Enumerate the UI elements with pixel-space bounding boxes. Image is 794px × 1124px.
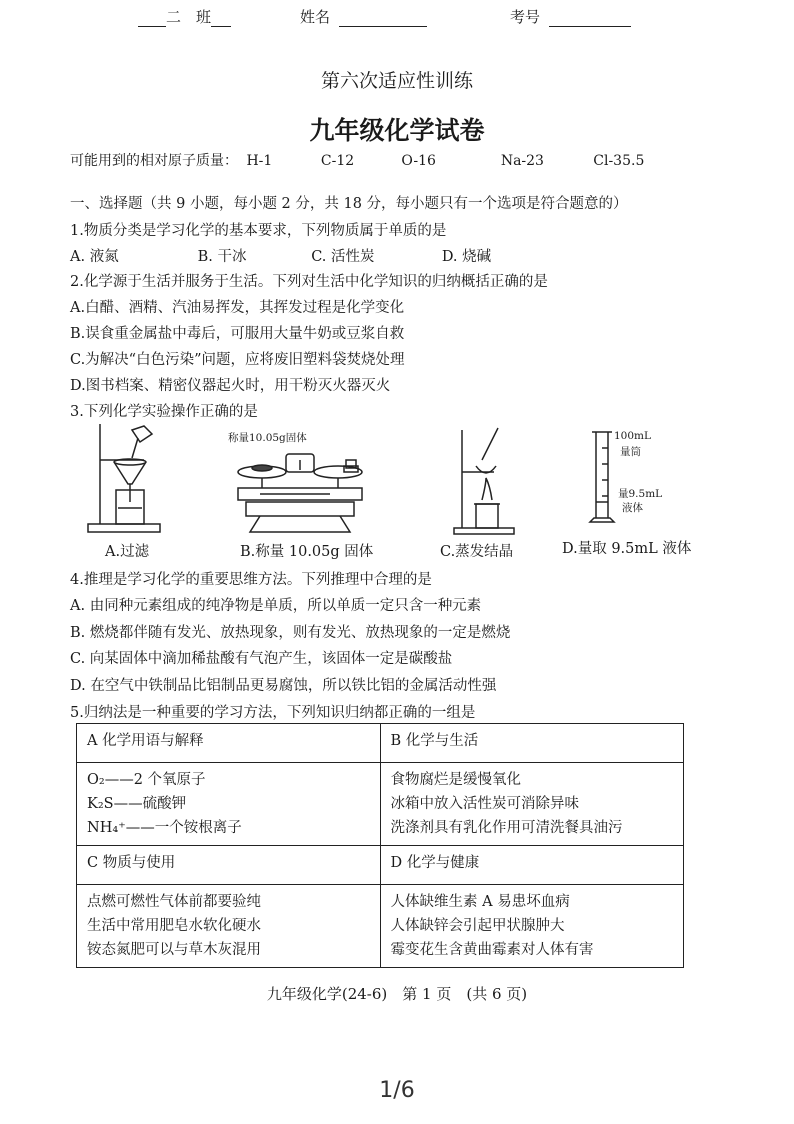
option: B.误食重金属盐中毒后，可服用大量牛奶或豆浆自救: [70, 326, 405, 342]
option: D. 在空气中铁制品比铝制品更易腐蚀，所以铁比铝的金属活动性强: [70, 678, 497, 694]
weigh-note: 称量10.05g固体: [228, 432, 307, 444]
filtration-figure: [82, 420, 172, 538]
class-blank-2: [211, 10, 231, 27]
exam-no-blank: [549, 10, 631, 27]
option: C. 向某固体中滴加稀盐酸有气泡产生，该固体一定是碳酸盐: [70, 651, 453, 667]
cylinder-note-mid2: 液体: [622, 502, 643, 514]
name-field: [300, 6, 427, 27]
option: A. 液氮: [70, 249, 119, 265]
page-footer: 九年级化学(24-6) 第 1 页 (共 6 页): [266, 985, 528, 1003]
class-field: [138, 6, 231, 27]
option: A. 由同种元素组成的纯净物是单质，所以单质一定只含一种元素: [70, 598, 482, 614]
atomic-masses: [70, 150, 644, 170]
table-line: 铵态氮肥可以与草木灰混用: [87, 942, 261, 958]
option: A.白醋、酒精、汽油易挥发，其挥发过程是化学变化: [70, 300, 405, 316]
section-heading: 一、选择题（共 9 小题，每小题 2 分，共 18 分，每小题只有一个选项是符合题意的）: [70, 196, 628, 212]
table-cell-d-body: [380, 885, 684, 968]
name-label: 姓名: [300, 8, 331, 26]
q4-stem: 4.推理是学习化学的重要思维方法。下列推理中合理的是: [70, 572, 432, 588]
table-cell-b-head: B 化学与生活: [380, 724, 684, 763]
mass-item: H-1: [246, 153, 273, 169]
atomic-masses-label: 可能用到的相对原子质量：: [70, 153, 238, 169]
table-cell-a-head: A 化学用语与解释: [77, 724, 381, 763]
mass-item: Na-23: [500, 153, 544, 169]
figure-label-a: A.过滤: [105, 544, 150, 560]
table-line: 人体缺维生素 A 易患坏血病: [390, 894, 570, 910]
option: D.图书档案、精密仪器起火时，用干粉灭火器灭火: [70, 378, 391, 394]
mass-item: O-16: [401, 153, 436, 169]
cylinder-note-top: 100mL: [614, 430, 651, 442]
figure-label-c: C.蒸发结晶: [440, 544, 514, 560]
option: D. 烧碱: [441, 249, 492, 265]
q1-options: [70, 245, 491, 266]
name-blank: [339, 10, 427, 27]
knowledge-table: [76, 723, 684, 968]
table-cell-c-body: [77, 885, 381, 968]
figure-label-d: D.量取 9.5mL 液体: [562, 541, 692, 557]
exam-subtitle: 第六次适应性训练: [320, 70, 473, 92]
cylinder-figure: [588, 428, 618, 528]
table-line: 洗涤剂具有乳化作用可清洗餐具油污: [390, 820, 623, 836]
mass-item: C-12: [320, 153, 355, 169]
table-cell-c-head: C 物质与使用: [77, 846, 381, 885]
exam-title: 九年级化学试卷: [309, 116, 485, 145]
table-line: NH₄⁺——一个铵根离子: [87, 820, 242, 836]
table-line: 点燃可燃性气体前都要验纯: [87, 894, 261, 910]
option: C. 活性炭: [311, 249, 375, 265]
balance-figure: [220, 446, 380, 538]
q2-stem: 2.化学源于生活并服务于生活。下列对生活中化学知识的归纳概括正确的是: [70, 274, 548, 290]
option: B. 燃烧都伴随有发光、放热现象，则有发光、放热现象的一定是燃烧: [70, 625, 511, 641]
cylinder-note-top2: 量筒: [620, 446, 641, 458]
evaporation-figure: [452, 420, 522, 538]
q1-stem: 1.物质分类是学习化学的基本要求，下列物质属于单质的是: [70, 223, 447, 239]
table-cell-b-body: [380, 763, 684, 846]
mass-item: Cl-35.5: [593, 153, 645, 169]
table-line: 生活中常用肥皂水软化硬水: [87, 918, 261, 934]
table-line: 食物腐烂是缓慢氧化: [390, 772, 521, 788]
table-line: K₂S——硫酸钾: [87, 796, 187, 812]
option: B. 干冰: [197, 249, 247, 265]
class-blank-1: [138, 10, 166, 27]
exam-no-field: [510, 6, 631, 27]
table-line: O₂——2 个氧原子: [87, 772, 206, 788]
table-cell-a-body: [77, 763, 381, 846]
table-cell-d-head: D 化学与健康: [380, 846, 684, 885]
option: C.为解决“白色污染”问题，应将废旧塑料袋焚烧处理: [70, 352, 405, 368]
table-line: 冰箱中放入活性炭可消除异味: [390, 796, 579, 812]
cylinder-note-mid: 量9.5mL: [618, 488, 663, 500]
class-label: 二 班: [166, 8, 212, 26]
table-line: 人体缺锌会引起甲状腺肿大: [390, 918, 565, 934]
table-line: 霉变花生含黄曲霉素对人体有害: [390, 942, 594, 958]
q3-stem: 3.下列化学实验操作正确的是: [70, 404, 258, 420]
page-indicator: 1/6: [379, 1078, 415, 1103]
q5-stem: 5.归纳法是一种重要的学习方法，下列知识归纳都正确的一组是: [70, 705, 476, 721]
exam-no-label: 考号: [510, 8, 541, 26]
figure-label-b: B.称量 10.05g 固体: [240, 544, 374, 560]
